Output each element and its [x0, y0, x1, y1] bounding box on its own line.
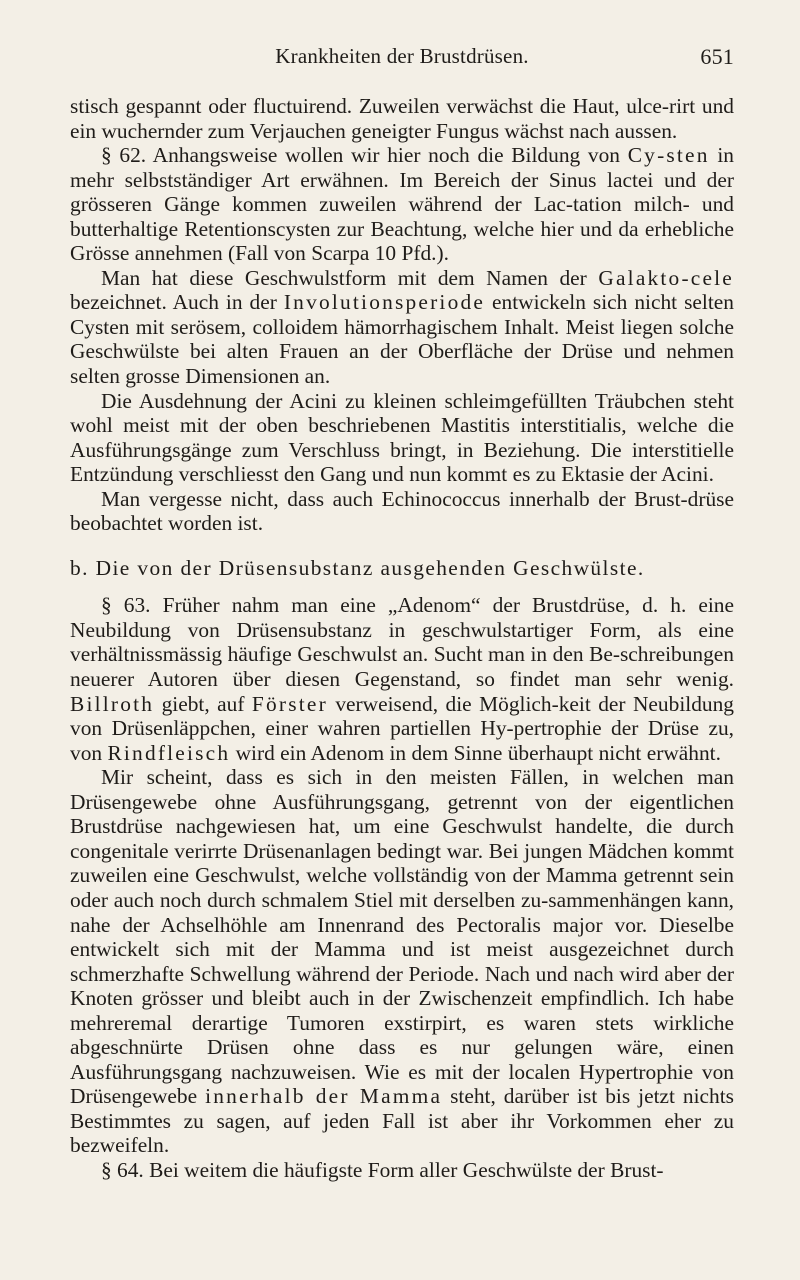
running-title: Krankheiten der Brustdrüsen. [275, 44, 529, 68]
running-header [70, 44, 734, 74]
emphasis-cysten: Cy-sten [627, 143, 710, 168]
paragraph-echinococcus: Man vergesse nicht, dass auch Echinococcus innerhalb der Brust-drüse beobachtet worden ist. [70, 486, 734, 536]
section-heading: b. Die von der Drüsensubstanz ausgehenden Geschwülste. [70, 555, 645, 580]
text-run: Man hat diese Geschwulstform mit dem Namen der [101, 265, 599, 290]
paragraph-galaktocele [70, 266, 734, 389]
paragraph-acini: Die Ausdehnung der Acini zu kleinen schleimgefüllten Träubchen steht wohl meist mit der oben beschriebenen Mastitis interstitialis, welche die Ausführungsgänge zum Verschluss bringt, in Beziehung. Die interstitielle Entzündung verschliesst den Gang und nun kommt es zu Ektasie der Acini. [70, 388, 734, 487]
paragraph-section-64: § 64. Bei weitem die häufigste Form aller Geschwülste der Brust- [101, 1157, 664, 1182]
emphasis-involutionsperiode: Involutionsperiode [283, 290, 486, 315]
paragraph-section-62 [70, 143, 734, 266]
main-text [70, 94, 734, 1183]
text-run: entwickeln sich nicht selten Cysten mit serösem, colloidem hämorrhagischem Inhalt. Meist liegen solche Geschwülste bei alten Frauen an der Oberfläche der Drüse und nehmen selten grosse Dimensionen an. [70, 290, 734, 389]
text-run: in mehr selbstständiger Art erwähnen. Im Bereich der Sinus lactei und der grösseren Gänge kommen zuweilen während der Lac-tation milch- und butterhaltige Retentionscysten zur Beachtung, welche hier und da erhebliche Grösse annehmen (Fall von Scarpa 10 Pfd.). [70, 143, 734, 266]
paragraph-section-63 [70, 593, 734, 765]
text-run: § 63. Früher nahm man eine „Adenom“ der Brustdrüse, d. h. eine Neubildung von Drüsensubstanz in geschwulstartiger Form, als eine verhältnissmässig häufige Geschwulst an. Sucht man in den Be-schreibungen neuerer Autoren über diesen Gegenstand, so findet man sehr wenig. [70, 593, 734, 692]
author-rindfleisch: Rindfleisch [107, 740, 231, 765]
paragraph-continuation: stisch gespannt oder fluctuirend. Zuweilen verwächst die Haut, ulce-rirt und ein wuchernder zum Verjauchen geneigter Fungus wächst nach aussen. [70, 94, 734, 143]
text-run: Mir scheint, dass es sich in den meisten Fällen, in welchen man Drüsengewebe ohne Ausführungsgang, getrennt von der eigentlichen Brustdrüse nachgewiesen hat, um eine Geschwulst handelte, die durch congenitale verirrte Drüsenanlagen bedingt war. Bei jungen Mädchen kommt zuweilen eine Geschwulst, welche vollständig von der Mamma getrennt sein oder auch noch durch schmalem Stiel mit derselben zu-sammenhängen kann, nahe der Achselhöhle am Innenrand des Pectoralis major vor. Dieselbe entwickelt sich mit der Mamma und ist meist ausgezeichnet durch schmerzhafte Schwellung während der Periode. Nach und nach wird aber der Knoten grösser und bleibt auch in der Zwischenzeit empfindlich. Ich habe mehreremal derartige Tumoren exstirpirt, es waren stets wirkliche abgeschnürte Drüsen ohne dass es nur gelungen wäre, einen Ausführungsgang nachzuweisen. Wie es mit der localen Hypertrophie von Drüsengewebe [70, 765, 734, 1109]
author-foerster: Förster [251, 691, 328, 716]
text-run: giebt, auf [154, 691, 252, 716]
paragraph-drusengewebe [70, 765, 734, 1158]
page-number: 651 [700, 44, 734, 69]
text-run: verweisend, die Möglich-keit der Neubildung von Drüsenläppchen, einer wahren partiellen Hy-pertrophie der Drüse zu, von [70, 691, 734, 765]
text-run: wird ein Adenom in dem Sinne überhaupt nicht erwähnt. [230, 740, 721, 765]
author-billroth: Billroth [70, 691, 155, 716]
text-run: bezeichnet. Auch in der [70, 290, 284, 315]
text-run: steht, darüber ist bis jetzt nichts Bestimmtes zu sagen, auf jeden Fall ist aber ihr Vorkommen eher zu bezweifeln. [70, 1084, 734, 1158]
emphasis-galaktocele: Galakto-cele [598, 265, 734, 290]
emphasis-innerhalb-der-mamma: innerhalb der Mamma [205, 1084, 443, 1109]
text-run: § 62. Anhangsweise wollen wir hier noch die Bildung von [101, 143, 628, 168]
